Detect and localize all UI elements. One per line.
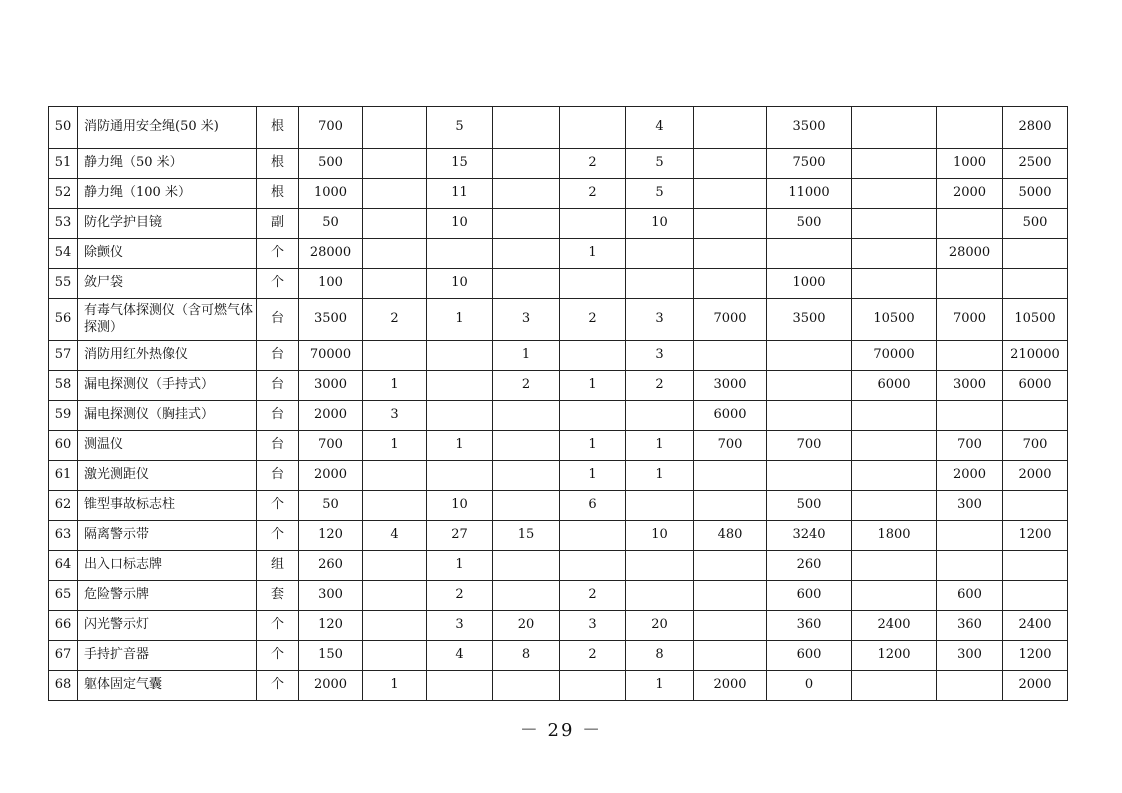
- value-cell: 300: [299, 581, 363, 611]
- row-number-cell: 62: [49, 491, 78, 521]
- value-cell: 1: [427, 551, 493, 581]
- value-cell: [493, 431, 560, 461]
- value-cell: 2: [560, 149, 626, 179]
- value-cell: 7500: [767, 149, 852, 179]
- value-cell: 2: [427, 581, 493, 611]
- item-name-cell: 隔离警示带: [78, 521, 257, 551]
- value-cell: 1: [626, 671, 694, 701]
- value-cell: [694, 209, 767, 239]
- value-cell: 6000: [852, 371, 937, 401]
- value-cell: 7000: [937, 299, 1003, 341]
- value-cell: [852, 179, 937, 209]
- table-row: [49, 641, 1068, 671]
- value-cell: 6: [560, 491, 626, 521]
- value-cell: 360: [937, 611, 1003, 641]
- value-cell: 6000: [1003, 371, 1068, 401]
- value-cell: 15: [427, 149, 493, 179]
- value-cell: 2500: [1003, 149, 1068, 179]
- value-cell: [694, 179, 767, 209]
- value-cell: 50: [299, 209, 363, 239]
- table-row: [49, 431, 1068, 461]
- value-cell: 5: [626, 179, 694, 209]
- item-name-cell: 消防用红外热像仪: [78, 341, 257, 371]
- value-cell: [493, 269, 560, 299]
- value-cell: [363, 107, 427, 149]
- value-cell: [560, 107, 626, 149]
- page-number: － 29 －: [519, 720, 603, 741]
- value-cell: 11: [427, 179, 493, 209]
- unit-cell: 副: [257, 209, 299, 239]
- row-number-cell: 52: [49, 179, 78, 209]
- value-cell: [363, 239, 427, 269]
- value-cell: [767, 239, 852, 269]
- table-row: [49, 179, 1068, 209]
- value-cell: [493, 209, 560, 239]
- value-cell: 210000: [1003, 341, 1068, 371]
- unit-cell: 根: [257, 179, 299, 209]
- value-cell: 2000: [937, 179, 1003, 209]
- value-cell: [852, 671, 937, 701]
- value-cell: 70000: [299, 341, 363, 371]
- value-cell: [363, 209, 427, 239]
- unit-cell: 台: [257, 299, 299, 341]
- value-cell: [767, 461, 852, 491]
- value-cell: 3500: [299, 299, 363, 341]
- value-cell: 10: [626, 209, 694, 239]
- value-cell: 120: [299, 521, 363, 551]
- value-cell: 3500: [767, 107, 852, 149]
- value-cell: 20: [626, 611, 694, 641]
- value-cell: [937, 551, 1003, 581]
- value-cell: [937, 401, 1003, 431]
- row-number-cell: 55: [49, 269, 78, 299]
- unit-cell: 个: [257, 491, 299, 521]
- value-cell: 3: [493, 299, 560, 341]
- value-cell: [427, 401, 493, 431]
- value-cell: [560, 269, 626, 299]
- unit-cell: 个: [257, 269, 299, 299]
- value-cell: 3: [560, 611, 626, 641]
- value-cell: [493, 461, 560, 491]
- value-cell: [694, 581, 767, 611]
- value-cell: [493, 491, 560, 521]
- value-cell: [1003, 581, 1068, 611]
- table-row: [49, 107, 1068, 149]
- value-cell: 2400: [1003, 611, 1068, 641]
- table-row: [49, 209, 1068, 239]
- table-row: [49, 461, 1068, 491]
- item-name-cell: 除颤仪: [78, 239, 257, 269]
- item-name-cell: 危险警示牌: [78, 581, 257, 611]
- table-row: [49, 341, 1068, 371]
- value-cell: 1: [363, 371, 427, 401]
- value-cell: 1: [626, 461, 694, 491]
- value-cell: [493, 239, 560, 269]
- item-name-cell: 漏电探测仪（手持式）: [78, 371, 257, 401]
- value-cell: [852, 239, 937, 269]
- value-cell: [560, 401, 626, 431]
- row-number-cell: 66: [49, 611, 78, 641]
- value-cell: 700: [299, 431, 363, 461]
- value-cell: 2: [626, 371, 694, 401]
- table-row: [49, 239, 1068, 269]
- value-cell: 7000: [694, 299, 767, 341]
- value-cell: 28000: [299, 239, 363, 269]
- value-cell: [363, 461, 427, 491]
- value-cell: 4: [626, 107, 694, 149]
- item-name-cell: 手持扩音器: [78, 641, 257, 671]
- row-number-cell: 63: [49, 521, 78, 551]
- table-row: [49, 611, 1068, 641]
- value-cell: [937, 269, 1003, 299]
- value-cell: [363, 641, 427, 671]
- unit-cell: 个: [257, 521, 299, 551]
- row-number-cell: 68: [49, 671, 78, 701]
- unit-cell: 套: [257, 581, 299, 611]
- item-name-cell: 测温仪: [78, 431, 257, 461]
- unit-cell: 台: [257, 461, 299, 491]
- value-cell: 700: [937, 431, 1003, 461]
- value-cell: [427, 671, 493, 701]
- value-cell: 1: [363, 671, 427, 701]
- unit-cell: 个: [257, 671, 299, 701]
- unit-cell: 组: [257, 551, 299, 581]
- value-cell: 300: [937, 641, 1003, 671]
- item-name-cell: 躯体固定气囊: [78, 671, 257, 701]
- row-number-cell: 67: [49, 641, 78, 671]
- value-cell: [1003, 551, 1068, 581]
- value-cell: 100: [299, 269, 363, 299]
- value-cell: 2000: [937, 461, 1003, 491]
- value-cell: [363, 581, 427, 611]
- item-name-cell: 静力绳（50 米）: [78, 149, 257, 179]
- value-cell: [852, 581, 937, 611]
- value-cell: [493, 401, 560, 431]
- value-cell: 8: [626, 641, 694, 671]
- value-cell: [694, 107, 767, 149]
- value-cell: 360: [767, 611, 852, 641]
- row-number-cell: 57: [49, 341, 78, 371]
- value-cell: 5: [427, 107, 493, 149]
- value-cell: 700: [694, 431, 767, 461]
- value-cell: [694, 491, 767, 521]
- value-cell: 6000: [694, 401, 767, 431]
- value-cell: 3: [363, 401, 427, 431]
- value-cell: 3000: [299, 371, 363, 401]
- value-cell: [427, 239, 493, 269]
- value-cell: 600: [767, 581, 852, 611]
- item-name-cell: 消防通用安全绳(50 米): [78, 107, 257, 149]
- unit-cell: 个: [257, 611, 299, 641]
- value-cell: 1: [560, 371, 626, 401]
- row-number-cell: 58: [49, 371, 78, 401]
- item-name-cell: 出入口标志牌: [78, 551, 257, 581]
- value-cell: 260: [767, 551, 852, 581]
- row-number-cell: 50: [49, 107, 78, 149]
- item-name-cell: 激光测距仪: [78, 461, 257, 491]
- row-number-cell: 59: [49, 401, 78, 431]
- value-cell: 10500: [1003, 299, 1068, 341]
- value-cell: 1000: [937, 149, 1003, 179]
- value-cell: [560, 521, 626, 551]
- value-cell: 11000: [767, 179, 852, 209]
- table-row: [49, 401, 1068, 431]
- value-cell: [937, 671, 1003, 701]
- row-number-cell: 54: [49, 239, 78, 269]
- value-cell: 3500: [767, 299, 852, 341]
- item-name-cell: 锥型事故标志柱: [78, 491, 257, 521]
- value-cell: 1: [626, 431, 694, 461]
- value-cell: 3000: [694, 371, 767, 401]
- value-cell: [626, 551, 694, 581]
- row-number-cell: 61: [49, 461, 78, 491]
- value-cell: 600: [937, 581, 1003, 611]
- value-cell: [937, 107, 1003, 149]
- unit-cell: 台: [257, 371, 299, 401]
- value-cell: 10: [626, 521, 694, 551]
- value-cell: [694, 551, 767, 581]
- value-cell: [852, 401, 937, 431]
- table-row: [49, 491, 1068, 521]
- value-cell: 3: [626, 341, 694, 371]
- value-cell: 2: [560, 641, 626, 671]
- value-cell: 3: [427, 611, 493, 641]
- table-row: [49, 269, 1068, 299]
- value-cell: [493, 107, 560, 149]
- value-cell: 10: [427, 269, 493, 299]
- value-cell: 27: [427, 521, 493, 551]
- value-cell: 260: [299, 551, 363, 581]
- value-cell: 20: [493, 611, 560, 641]
- value-cell: 1200: [852, 641, 937, 671]
- table-row: [49, 671, 1068, 701]
- value-cell: [852, 149, 937, 179]
- value-cell: 300: [937, 491, 1003, 521]
- value-cell: [852, 551, 937, 581]
- value-cell: 500: [1003, 209, 1068, 239]
- value-cell: [626, 491, 694, 521]
- value-cell: [852, 431, 937, 461]
- value-cell: 2400: [852, 611, 937, 641]
- value-cell: 1: [560, 239, 626, 269]
- value-cell: 70000: [852, 341, 937, 371]
- value-cell: 150: [299, 641, 363, 671]
- value-cell: [493, 149, 560, 179]
- item-name-cell: 敛尸袋: [78, 269, 257, 299]
- row-number-cell: 60: [49, 431, 78, 461]
- value-cell: 5000: [1003, 179, 1068, 209]
- value-cell: 1: [427, 431, 493, 461]
- unit-cell: 台: [257, 401, 299, 431]
- value-cell: [363, 179, 427, 209]
- value-cell: [694, 341, 767, 371]
- value-cell: 1: [560, 461, 626, 491]
- unit-cell: 个: [257, 641, 299, 671]
- row-number-cell: 65: [49, 581, 78, 611]
- table-row: [49, 299, 1068, 341]
- value-cell: 3240: [767, 521, 852, 551]
- value-cell: [694, 611, 767, 641]
- value-cell: 700: [299, 107, 363, 149]
- value-cell: 10: [427, 209, 493, 239]
- unit-cell: 根: [257, 149, 299, 179]
- item-name-cell: 防化学护目镜: [78, 209, 257, 239]
- table-row: [49, 521, 1068, 551]
- item-name-cell: 闪光警示灯: [78, 611, 257, 641]
- value-cell: 2800: [1003, 107, 1068, 149]
- unit-cell: 根: [257, 107, 299, 149]
- value-cell: 2000: [299, 401, 363, 431]
- value-cell: 5: [626, 149, 694, 179]
- value-cell: [694, 239, 767, 269]
- table-row: [49, 371, 1068, 401]
- item-name-cell: 漏电探测仪（胸挂式）: [78, 401, 257, 431]
- value-cell: 600: [767, 641, 852, 671]
- value-cell: 3000: [937, 371, 1003, 401]
- value-cell: [363, 269, 427, 299]
- value-cell: [560, 551, 626, 581]
- value-cell: 1200: [1003, 641, 1068, 671]
- value-cell: [493, 671, 560, 701]
- value-cell: [626, 269, 694, 299]
- value-cell: 1: [427, 299, 493, 341]
- value-cell: 3: [626, 299, 694, 341]
- value-cell: 700: [767, 431, 852, 461]
- value-cell: [626, 401, 694, 431]
- value-cell: 480: [694, 521, 767, 551]
- value-cell: 1: [560, 431, 626, 461]
- table-row: [49, 149, 1068, 179]
- value-cell: 1000: [767, 269, 852, 299]
- value-cell: 2: [560, 581, 626, 611]
- value-cell: 500: [767, 491, 852, 521]
- value-cell: 500: [767, 209, 852, 239]
- row-number-cell: 64: [49, 551, 78, 581]
- table-row: [49, 551, 1068, 581]
- value-cell: 2000: [299, 461, 363, 491]
- value-cell: 2000: [1003, 671, 1068, 701]
- value-cell: [694, 269, 767, 299]
- value-cell: [626, 581, 694, 611]
- value-cell: 0: [767, 671, 852, 701]
- value-cell: [767, 371, 852, 401]
- value-cell: [493, 551, 560, 581]
- value-cell: [560, 341, 626, 371]
- value-cell: 2000: [1003, 461, 1068, 491]
- value-cell: 2: [560, 179, 626, 209]
- value-cell: [363, 341, 427, 371]
- value-cell: [694, 149, 767, 179]
- value-cell: [1003, 239, 1068, 269]
- value-cell: 10: [427, 491, 493, 521]
- value-cell: 2: [493, 371, 560, 401]
- value-cell: 2: [560, 299, 626, 341]
- value-cell: [694, 461, 767, 491]
- value-cell: [1003, 401, 1068, 431]
- value-cell: [493, 179, 560, 209]
- table-row: [49, 581, 1068, 611]
- value-cell: 2000: [299, 671, 363, 701]
- value-cell: 1200: [1003, 521, 1068, 551]
- value-cell: [1003, 269, 1068, 299]
- value-cell: [694, 641, 767, 671]
- value-cell: [427, 371, 493, 401]
- value-cell: [493, 581, 560, 611]
- value-cell: 120: [299, 611, 363, 641]
- value-cell: 4: [427, 641, 493, 671]
- value-cell: 15: [493, 521, 560, 551]
- value-cell: [560, 209, 626, 239]
- value-cell: 1: [493, 341, 560, 371]
- value-cell: [560, 671, 626, 701]
- row-number-cell: 53: [49, 209, 78, 239]
- value-cell: 10500: [852, 299, 937, 341]
- row-number-cell: 51: [49, 149, 78, 179]
- value-cell: 2000: [694, 671, 767, 701]
- value-cell: [363, 149, 427, 179]
- value-cell: 4: [363, 521, 427, 551]
- value-cell: 1800: [852, 521, 937, 551]
- equipment-table: [48, 106, 1068, 701]
- item-name-cell: 静力绳（100 米）: [78, 179, 257, 209]
- value-cell: [767, 401, 852, 431]
- value-cell: [626, 239, 694, 269]
- value-cell: 500: [299, 149, 363, 179]
- value-cell: [363, 611, 427, 641]
- row-number-cell: 56: [49, 299, 78, 341]
- value-cell: 8: [493, 641, 560, 671]
- value-cell: [427, 341, 493, 371]
- value-cell: 50: [299, 491, 363, 521]
- value-cell: 1000: [299, 179, 363, 209]
- unit-cell: 台: [257, 431, 299, 461]
- value-cell: [427, 461, 493, 491]
- table-body: [49, 107, 1068, 701]
- item-name-cell: 有毒气体探测仪（含可燃气体探测）: [78, 299, 257, 341]
- value-cell: [852, 491, 937, 521]
- value-cell: 1: [363, 431, 427, 461]
- value-cell: [852, 107, 937, 149]
- value-cell: [363, 491, 427, 521]
- value-cell: [937, 341, 1003, 371]
- equipment-table-container: [48, 106, 1067, 701]
- value-cell: 2: [363, 299, 427, 341]
- value-cell: [767, 341, 852, 371]
- unit-cell: 台: [257, 341, 299, 371]
- value-cell: [363, 551, 427, 581]
- unit-cell: 个: [257, 239, 299, 269]
- value-cell: [852, 209, 937, 239]
- value-cell: [852, 461, 937, 491]
- value-cell: [852, 269, 937, 299]
- value-cell: [937, 209, 1003, 239]
- value-cell: 700: [1003, 431, 1068, 461]
- value-cell: 28000: [937, 239, 1003, 269]
- value-cell: [1003, 491, 1068, 521]
- value-cell: [937, 521, 1003, 551]
